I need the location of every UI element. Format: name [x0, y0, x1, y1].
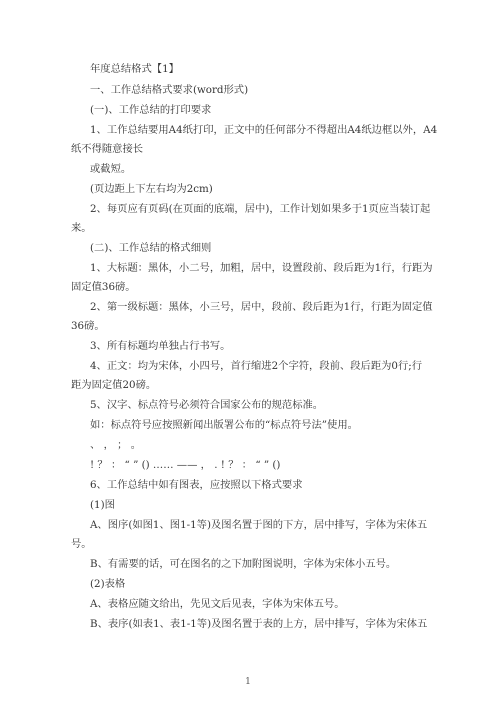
subsection-heading: (一)、工作总结的打印要求 — [90, 104, 212, 116]
paragraph-line: 距为固定值20磅。 — [71, 379, 157, 391]
paragraph-line: B、有需要的话，可在图名的之下加附图说明，字体为宋体小五号。 — [90, 558, 397, 570]
punctuation-line: 、 ， ； 。 — [90, 439, 142, 451]
paragraph-line: A、表格应随文给出，先见文后见表，字体为宋体五号。 — [90, 598, 345, 610]
section-heading: 一、工作总结格式要求(word形式) — [90, 84, 249, 96]
paragraph-line: 36磅。 — [71, 320, 105, 332]
paragraph-line: 5、汉字、标点符号必须符合国家公布的规范标准。 — [90, 399, 324, 411]
paragraph-line: 如：标点符号应按照新闻出版署公布的“标点符号法”使用。 — [90, 419, 358, 431]
paragraph-line: 固定值36磅。 — [71, 281, 136, 293]
paragraph-line: 4、正文：均为宋体，小四号，首行缩进2个字符，段前、段后距为0行;行 — [90, 360, 423, 372]
page-number: 1 — [245, 677, 251, 687]
paragraph-line: (页边距上下左右均为2cm) — [90, 183, 213, 195]
paragraph-line: 1、工作总结要用A4纸打印，正文中的任何部分不得超出A4纸边框以外，A4 — [90, 124, 438, 136]
subsection-heading: (1)图 — [90, 499, 115, 511]
punctuation-line: ! ？ ： “ ” () …… —— ， . ! ？ ： “ ” () — [90, 459, 281, 471]
paragraph-line: 2、每页应有页码(在页面的底端，居中)，工作计划如果多于1页应当装订起 — [90, 203, 431, 215]
paragraph-line: 号。 — [71, 538, 92, 550]
paragraph-line: A、图序(如图1、图1-1等)及图名置于图的下方，居中排写，字体为宋体五 — [90, 519, 428, 531]
paragraph-line: 1、大标题：黑体，小二号，加粗，居中，设置段前、段后距为1行，行距为 — [90, 262, 433, 274]
paragraph-line: B、表序(如表1、表1-1等)及图名置于表的上方，居中排写，字体为宋体五 — [90, 618, 428, 630]
paragraph-line: 6、工作总结中如有图表，应按照以下格式要求 — [90, 479, 303, 491]
subsection-heading: (二)、工作总结的格式细则 — [90, 242, 212, 254]
paragraph-line: 纸不得随意接长 — [71, 143, 144, 155]
paragraph-line: 2、第一级标题：黑体，小三号，居中，段前、段后距为1行，行距为固定值 — [90, 301, 433, 313]
paragraph-line: 来。 — [71, 222, 92, 234]
paragraph-line: 或截短。 — [90, 163, 132, 175]
paragraph-line: 3、所有标题均单独占行书写。 — [90, 340, 231, 352]
subsection-heading: (2)表格 — [90, 578, 126, 590]
doc-title: 年度总结格式【1】 — [90, 63, 179, 75]
